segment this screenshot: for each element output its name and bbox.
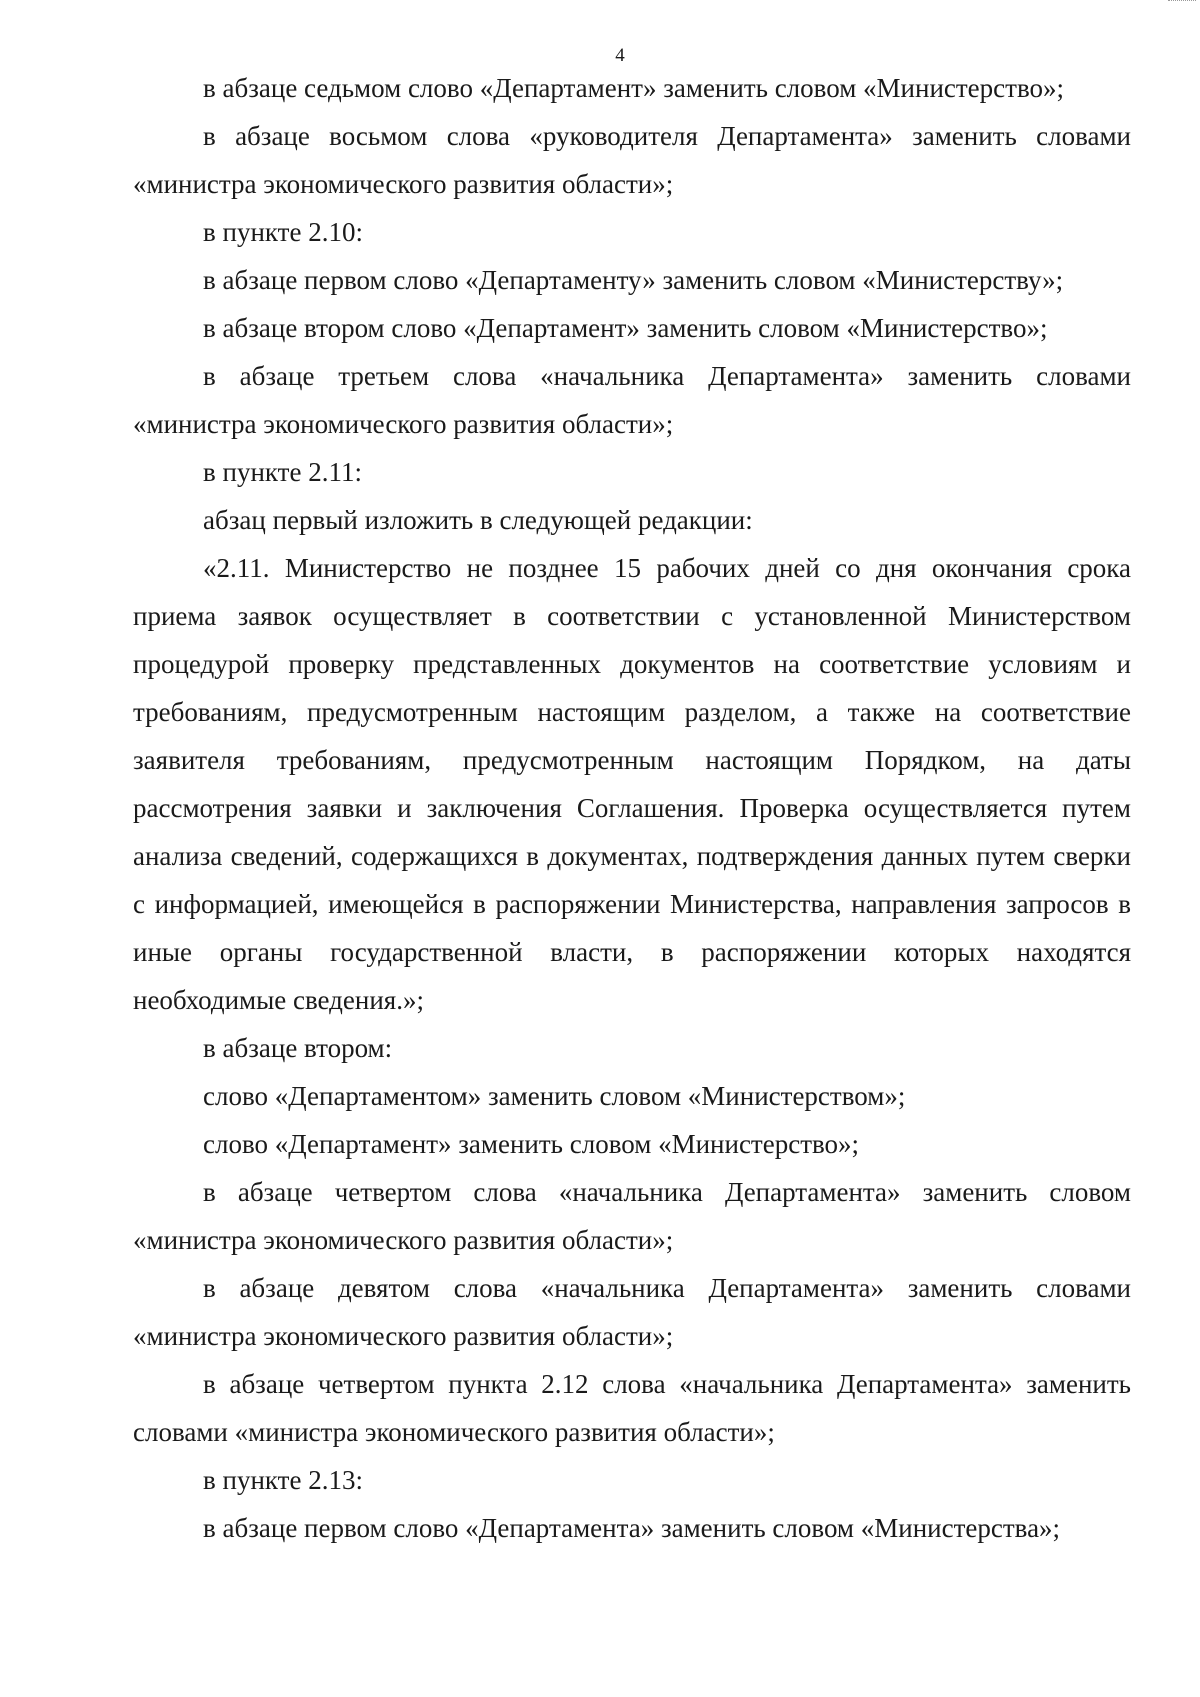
paragraph: в абзаце четвертом пункта 2.12 слова «начальника Департамента» заменить словами «министра экономического развития области»;: [133, 1369, 1131, 1447]
page-number: 4: [615, 45, 625, 66]
paragraph: в пункте 2.10:: [203, 217, 363, 247]
paragraph: в абзаце восьмом слова «руководителя Департамента» заменить словами «министра экономического развития области»;: [133, 121, 1131, 199]
paragraph: в абзаце седьмом слово «Департамент» заменить словом «Министерство»;: [203, 73, 1065, 103]
scan-artifact: [1168, 0, 1196, 4]
paragraph: слово «Департамент» заменить словом «Министерство»;: [203, 1129, 860, 1159]
document-body: [133, 64, 1131, 1552]
paragraph: слово «Департаментом» заменить словом «Министерством»;: [203, 1081, 906, 1111]
paragraph: в абзаце девятом слова «начальника Департамента» заменить словами «министра экономического развития области»;: [133, 1273, 1131, 1351]
paragraph: в абзаце первом слово «Департамента» заменить словом «Министерства»;: [203, 1513, 1061, 1543]
paragraph: в пункте 2.11:: [203, 457, 362, 487]
paragraph: в пункте 2.13:: [203, 1465, 363, 1495]
paragraph: в абзаце первом слово «Департаменту» заменить словом «Министерству»;: [203, 265, 1064, 295]
paragraph: в абзаце четвертом слова «начальника Департамента» заменить словом «министра экономического развития области»;: [133, 1177, 1131, 1255]
paragraph: в абзаце втором слово «Департамент» заменить словом «Министерство»;: [203, 313, 1048, 343]
paragraph: в абзаце третьем слова «начальника Департамента» заменить словами «министра экономического развития области»;: [133, 361, 1131, 439]
paragraph: в абзаце втором:: [203, 1033, 393, 1063]
paragraph: «2.11. Министерство не позднее 15 рабочих дней со дня окончания срока приема заявок осуществляет в соответствии с установленной Министерством процедурой проверку представленных документов на соответствие условиям и требованиям, предусмотренным настоящим разделом, а также на соответствие заявителя требованиям, предусмотренным настоящим Порядком, на даты рассмотрения заявки и заключения Соглашения. Проверка осуществляется путем анализа сведений, содержащихся в документах, подтверждения данных путем сверки с информацией, имеющейся в распоряжении Министерства, направления запросов в иные органы государственной власти, в распоряжении которых находятся необходимые сведения.»;: [133, 553, 1131, 1015]
paragraph: абзац первый изложить в следующей редакции:: [203, 505, 753, 535]
